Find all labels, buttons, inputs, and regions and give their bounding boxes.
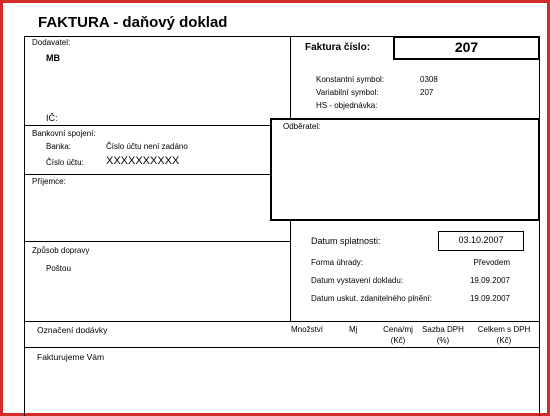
account-label: Číslo účtu: [46, 158, 84, 167]
divider [24, 174, 270, 175]
invoice-title: FAKTURA - daňový doklad [38, 14, 228, 31]
bank-value: Číslo účtu není zadáno [106, 142, 188, 151]
divider [290, 36, 291, 118]
payment-form-value: Převodem [473, 258, 510, 267]
divider [539, 36, 540, 416]
column-header-item: Označení dodávky [37, 325, 108, 335]
table-row-text: Fakturujeme Vám [37, 352, 105, 362]
due-date-label: Datum splatnosti: [311, 236, 381, 246]
column-header-unit: Mj [349, 325, 358, 334]
constant-symbol-label: Konstantní symbol: [316, 75, 385, 84]
column-header-total: Celkem s DPH [477, 325, 531, 334]
taxable-date-label: Datum uskut. zdanitelného plnění: [311, 294, 432, 303]
supplier-name: MB [46, 53, 60, 63]
constant-symbol-value: 0308 [420, 75, 438, 84]
due-date-value: 03.10.2007 [458, 235, 504, 245]
recipient-label: Příjemce: [32, 177, 66, 186]
divider [24, 321, 540, 322]
column-header-price-unit: (Kč) [390, 336, 406, 345]
bank-label: Banka: [46, 142, 71, 151]
variable-symbol-value: 207 [420, 88, 434, 97]
column-header-total-unit: (Kč) [496, 336, 512, 345]
taxable-date-value: 19.09.2007 [469, 294, 510, 303]
bank-section-label: Bankovní spojení: [32, 129, 96, 138]
customer-label: Odběratel: [283, 122, 321, 131]
issued-date-label: Datum vystavení dokladu: [311, 276, 404, 285]
column-header-price: Cena/mj [383, 325, 413, 334]
supplier-label: Dodavatel: [32, 38, 71, 47]
transport-label: Způsob dopravy [32, 246, 90, 255]
hs-order-label: HS - objednávka: [316, 101, 378, 110]
column-header-quantity: Množství [291, 325, 324, 334]
invoice-number-label: Faktura číslo: [305, 42, 371, 53]
supplier-ic-label: IČ: [46, 113, 58, 123]
account-value: XXXXXXXXXX [106, 155, 180, 167]
invoice-number: 207 [454, 39, 479, 55]
payment-form-label: Forma úhrady: [311, 258, 364, 267]
divider [290, 221, 291, 321]
divider [24, 125, 270, 126]
transport-value: Poštou [46, 264, 71, 273]
issued-date-value: 19.09.2007 [469, 276, 510, 285]
column-header-vat: Sazba DPH [422, 325, 464, 334]
divider [24, 36, 25, 416]
column-header-vat-unit: (%) [436, 336, 450, 345]
divider [24, 347, 540, 348]
divider [24, 241, 290, 242]
customer-box [270, 118, 540, 221]
variable-symbol-label: Variabilní symbol: [316, 88, 379, 97]
